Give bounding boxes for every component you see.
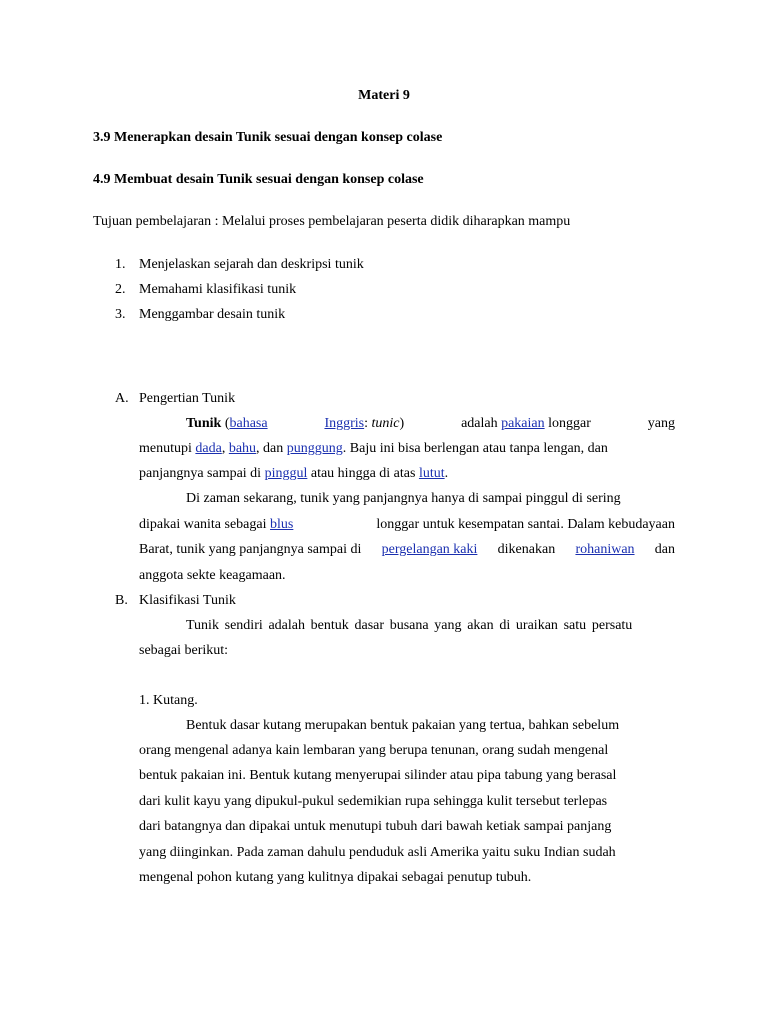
word-adalah: adalah xyxy=(461,416,498,431)
text-rest: . Baju ini bisa berlengan atau tanpa lengan, dan xyxy=(342,441,608,456)
section-b-heading xyxy=(115,593,236,609)
text-pre: Barat, tunik yang panjangnya sampai di xyxy=(139,542,362,557)
paragraph-line xyxy=(139,441,608,457)
paragraph-line: yang diinginkan. Pada zaman dahulu penduduk asli Amerika yaitu suku Indian sudah xyxy=(139,845,616,860)
section-a-heading xyxy=(115,391,235,407)
goal-number: 1. xyxy=(115,257,126,272)
paragraph-line: anggota sekte keagamaan. xyxy=(139,568,286,583)
dot: . xyxy=(444,466,449,481)
phrase xyxy=(186,416,268,432)
comma-dan: , dan xyxy=(256,441,284,456)
term-tunic: tunic xyxy=(371,416,400,431)
goal-number: 3. xyxy=(115,307,126,322)
link-dada[interactable]: dada xyxy=(195,441,222,456)
section-title: Pengertian Tunik xyxy=(139,391,236,406)
paragraph-line xyxy=(139,542,675,558)
goal-item-3 xyxy=(115,307,285,323)
link-punggung[interactable]: punggung xyxy=(286,441,343,456)
word-longgar: longgar xyxy=(548,416,591,431)
open-paren: ( xyxy=(224,416,230,431)
link-lutut[interactable]: lutut xyxy=(418,466,445,481)
paragraph-line xyxy=(139,517,675,533)
goal-number: 2. xyxy=(115,282,126,297)
paragraph-line xyxy=(186,416,675,432)
close-paren: ) xyxy=(399,416,405,431)
link-pergelangan-kaki[interactable]: pergelangan kaki xyxy=(381,542,478,557)
goal-text: Menggambar desain tunik xyxy=(139,307,286,322)
link-pinggul[interactable]: pinggul xyxy=(264,466,308,481)
text-pre: dipakai wanita sebagai xyxy=(139,517,267,532)
page-title: Materi 9 xyxy=(358,88,410,103)
text-panjangnya: panjangnya sampai di xyxy=(139,466,262,481)
word-menutupi: menutupi xyxy=(139,441,192,456)
link-bahu[interactable]: bahu xyxy=(228,441,257,456)
section-marker: B. xyxy=(115,593,128,608)
phrase xyxy=(139,517,293,533)
text-post: longgar untuk kesempatan santai. Dalam kebudayaan xyxy=(376,517,675,532)
paragraph-line: orang mengenal adanya kain lembaran yang berupa tenunan, orang sudah mengenal xyxy=(139,743,609,758)
paragraph-line: mengenal pohon kutang yang kulitnya dipakai sebagai penutup tubuh. xyxy=(139,870,532,885)
learning-objective-intro: Tujuan pembelajaran : Melalui proses pembelajaran peserta didik diharapkan mampu xyxy=(93,214,571,229)
link-pakaian[interactable]: pakaian xyxy=(501,416,545,431)
goal-item-1 xyxy=(115,257,364,273)
kd-4-9: 4.9 Membuat desain Tunik sesuai dengan konsep colase xyxy=(93,172,424,187)
paragraph-line xyxy=(139,466,448,482)
term-tunik: Tunik xyxy=(186,416,222,431)
section-marker: A. xyxy=(115,391,129,406)
text-post: dan xyxy=(654,542,675,557)
link-blus[interactable]: blus xyxy=(270,517,294,532)
paragraph-line xyxy=(186,618,675,634)
subsection-heading: 1. Kutang. xyxy=(139,693,198,708)
word-yang: yang xyxy=(647,416,675,431)
paragraph-line: Bentuk dasar kutang merupakan bentuk pakaian yang tertua, bahkan sebelum xyxy=(186,718,620,733)
phrase xyxy=(461,416,591,432)
comma: , xyxy=(221,441,226,456)
paragraph-line: Di zaman sekarang, tunik yang panjangnya hanya di sampai pinggul di sering xyxy=(186,491,621,506)
text-mid: dikenakan xyxy=(497,542,556,557)
kd-3-9: 3.9 Menerapkan desain Tunik sesuai dengan konsep colase xyxy=(93,130,443,145)
goal-text: Memahami klasifikasi tunik xyxy=(139,282,297,297)
goal-text: Menjelaskan sejarah dan deskripsi tunik xyxy=(139,257,364,272)
link-rohaniwan[interactable]: rohaniwan xyxy=(575,542,635,557)
text-atau: atau hingga di atas xyxy=(310,466,416,481)
paragraph-line: dari batangnya dan dipakai untuk menutupi tubuh dari bawah ketiak sampai panjang xyxy=(139,819,612,834)
phrase xyxy=(324,416,404,432)
section-title: Klasifikasi Tunik xyxy=(139,593,236,608)
paragraph-line: dari kulit kayu yang dipukul-pukul sedemikian rupa sehingga kulit tersebut terlepas xyxy=(139,794,608,809)
colon: : xyxy=(364,416,369,431)
text-line: Tunik sendiri adalah bentuk dasar busana yang akan di uraikan satu persatu xyxy=(186,618,633,633)
paragraph-line: bentuk pakaian ini. Bentuk kutang menyerupai silinder atau pipa tabung yang berasal xyxy=(139,768,617,783)
link-bahasa[interactable]: bahasa xyxy=(229,416,268,431)
paragraph-line: sebagai berikut: xyxy=(139,643,229,658)
goal-item-2 xyxy=(115,282,296,298)
link-inggris[interactable]: Inggris xyxy=(324,416,365,431)
